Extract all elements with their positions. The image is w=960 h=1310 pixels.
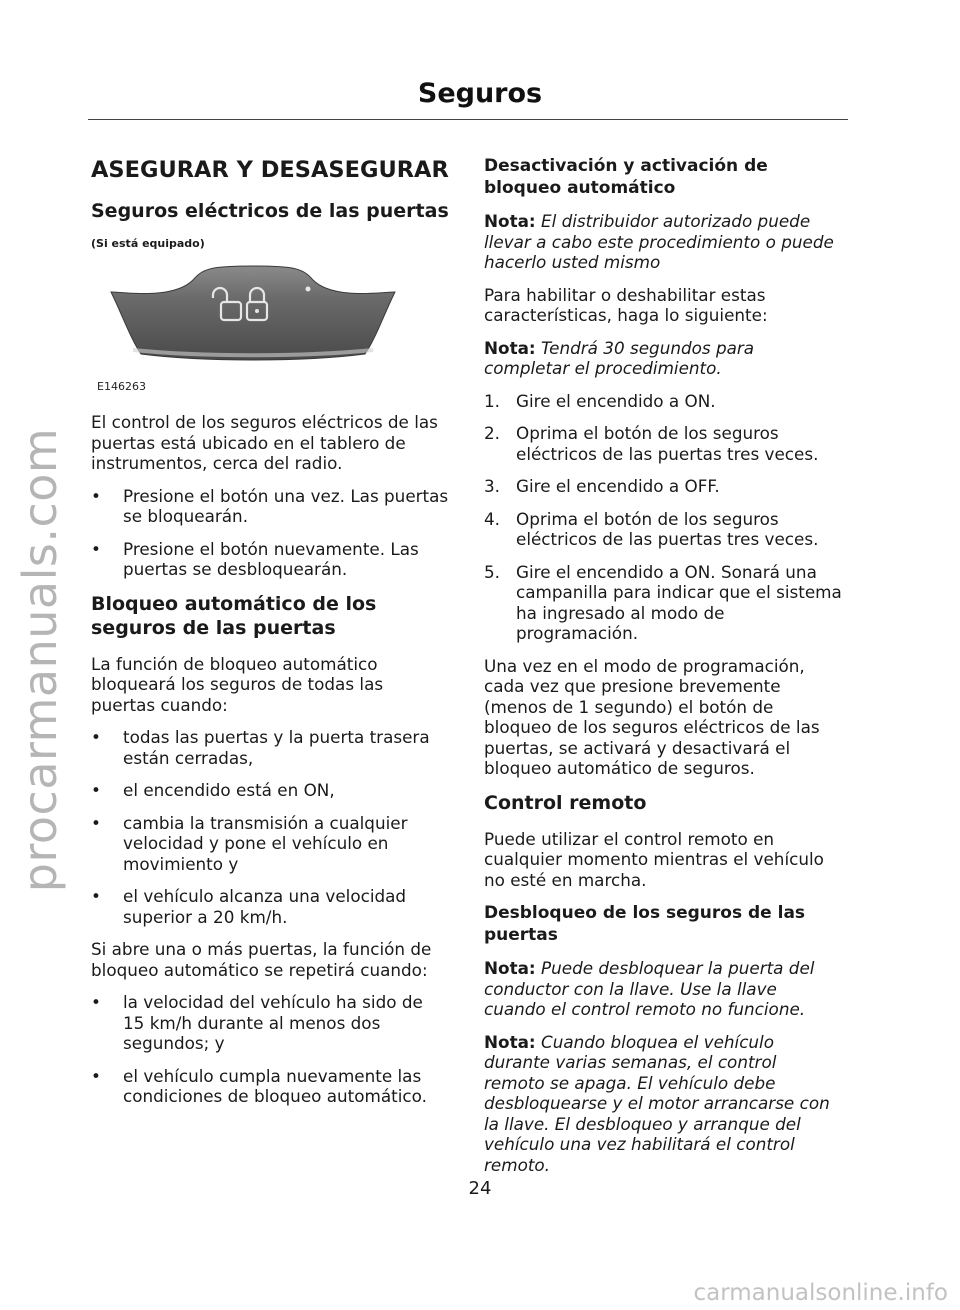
bullet-icon: • <box>91 727 101 747</box>
bullet-icon: • <box>91 886 101 906</box>
list-item: 4. Oprima el botón de los seguros eléctricos de las puertas tres veces. <box>484 508 819 549</box>
right-column <box>484 155 842 1187</box>
remote-control-heading: Control remoto <box>484 791 647 814</box>
list-item: 5. Gire el encendido a ON. Sonará una campanilla para indicar que el sistema ha ingresado al modo de programación. <box>484 561 842 643</box>
setup-paragraph: Para habilitar o deshabilitar estas características, haga lo siguiente: <box>484 284 768 325</box>
steps-list <box>484 391 842 644</box>
list-item: • Presione el botón nuevamente. Las puertas se desbloquearán. <box>91 538 419 579</box>
unlock-heading: Desbloqueo de los seguros de las puertas <box>484 903 806 945</box>
note-1: Nota: El distribuidor autorizado puede llevar a cabo este procedimiento o puede hacerlo usted mismo <box>484 211 834 272</box>
lock-unlock-switch-icon <box>103 262 403 367</box>
list-item: • el vehículo cumpla nuevamente las condiciones de bloqueo automático. <box>91 1065 427 1106</box>
equipped-note: (Si está equipado) <box>91 237 205 250</box>
list-item: 3. Gire el encendido a OFF. <box>484 476 720 496</box>
bullet-icon: • <box>91 485 101 506</box>
bullet-list-2 <box>91 727 449 927</box>
lock-switch-figure <box>91 262 431 402</box>
bullet-icon: • <box>91 992 101 1012</box>
left-column <box>91 155 449 1119</box>
deactivation-heading: Desactivación y activación de bloqueo automático <box>484 156 768 198</box>
auto-lock-heading: Bloqueo automático de los seguros de las puertas <box>91 592 377 639</box>
programming-paragraph: Una vez en el modo de programación, cada vez que presione brevemente (menos de 1 segundo) el botón de bloqueo de los seguros eléctricos de las puertas, se activará y desactivará el bloqueo automático de seguros. <box>484 655 820 778</box>
list-item: • Presione el botón una vez. Las puertas se bloquearán. <box>91 485 449 526</box>
note-3: Nota: Puede desbloquear la puerta del conductor con la llave. Use la llave cuando el control remoto no funcione. <box>484 958 815 1019</box>
remote-paragraph: Puede utilizar el control remoto en cualquier momento mientras el vehículo no esté en marcha. <box>484 828 824 890</box>
bullet-icon: • <box>91 780 101 800</box>
list-item: 1. Gire el encendido a ON. <box>484 390 716 411</box>
list-item: 2. Oprima el botón de los seguros eléctricos de las puertas tres veces. <box>484 423 819 464</box>
list-item: • la velocidad del vehículo ha sido de 15 km/h durante al menos dos segundos; y <box>91 992 423 1053</box>
list-item: • todas las puertas y la puerta trasera están cerradas, <box>91 727 430 768</box>
figure-code: E146263 <box>97 380 146 393</box>
footer-watermark: carmanualsonline.info <box>693 1280 948 1306</box>
bullet-icon: • <box>91 538 101 559</box>
note-2: Nota: Tendrá 30 segundos para completar el procedimiento. <box>484 337 755 378</box>
power-locks-heading: Seguros eléctricos de las puertas <box>91 200 449 222</box>
side-watermark: procarmanuals.com <box>13 427 67 893</box>
intro-paragraph: El control de los seguros eléctricos de las puertas está ubicado en el tablero de instrumentos, cerca del radio. <box>91 412 438 473</box>
section-title: ASEGURAR Y DESASEGURAR <box>91 157 449 183</box>
bullet-icon: • <box>91 812 101 833</box>
page-header-title: Seguros <box>417 78 543 109</box>
bullet-list-1 <box>91 486 449 580</box>
list-item: • el vehículo alcanza una velocidad superior a 20 km/h. <box>91 886 407 927</box>
page-number: 24 <box>468 1178 492 1199</box>
list-item: • el encendido está en ON, <box>91 780 335 800</box>
bullet-list-3 <box>91 992 449 1107</box>
repeat-intro: Si abre una o más puertas, la función de bloqueo automático se repetirá cuando: <box>91 939 432 980</box>
note-4: Nota: Cuando bloquea el vehículo durante varias semanas, el control remoto se apaga. El vehículo debe desbloquearse y el motor arrancarse con la llave. El desbloqueo y arranque del vehículo una vez habilitará el control remoto. <box>484 1031 830 1175</box>
list-item: • cambia la transmisión a cualquier velocidad y pone el vehículo en movimiento y <box>91 812 408 874</box>
header-divider <box>88 119 848 120</box>
bullet-icon: • <box>91 1065 101 1086</box>
auto-lock-intro: La función de bloqueo automático bloqueará los seguros de todas las puertas cuando: <box>91 653 384 715</box>
